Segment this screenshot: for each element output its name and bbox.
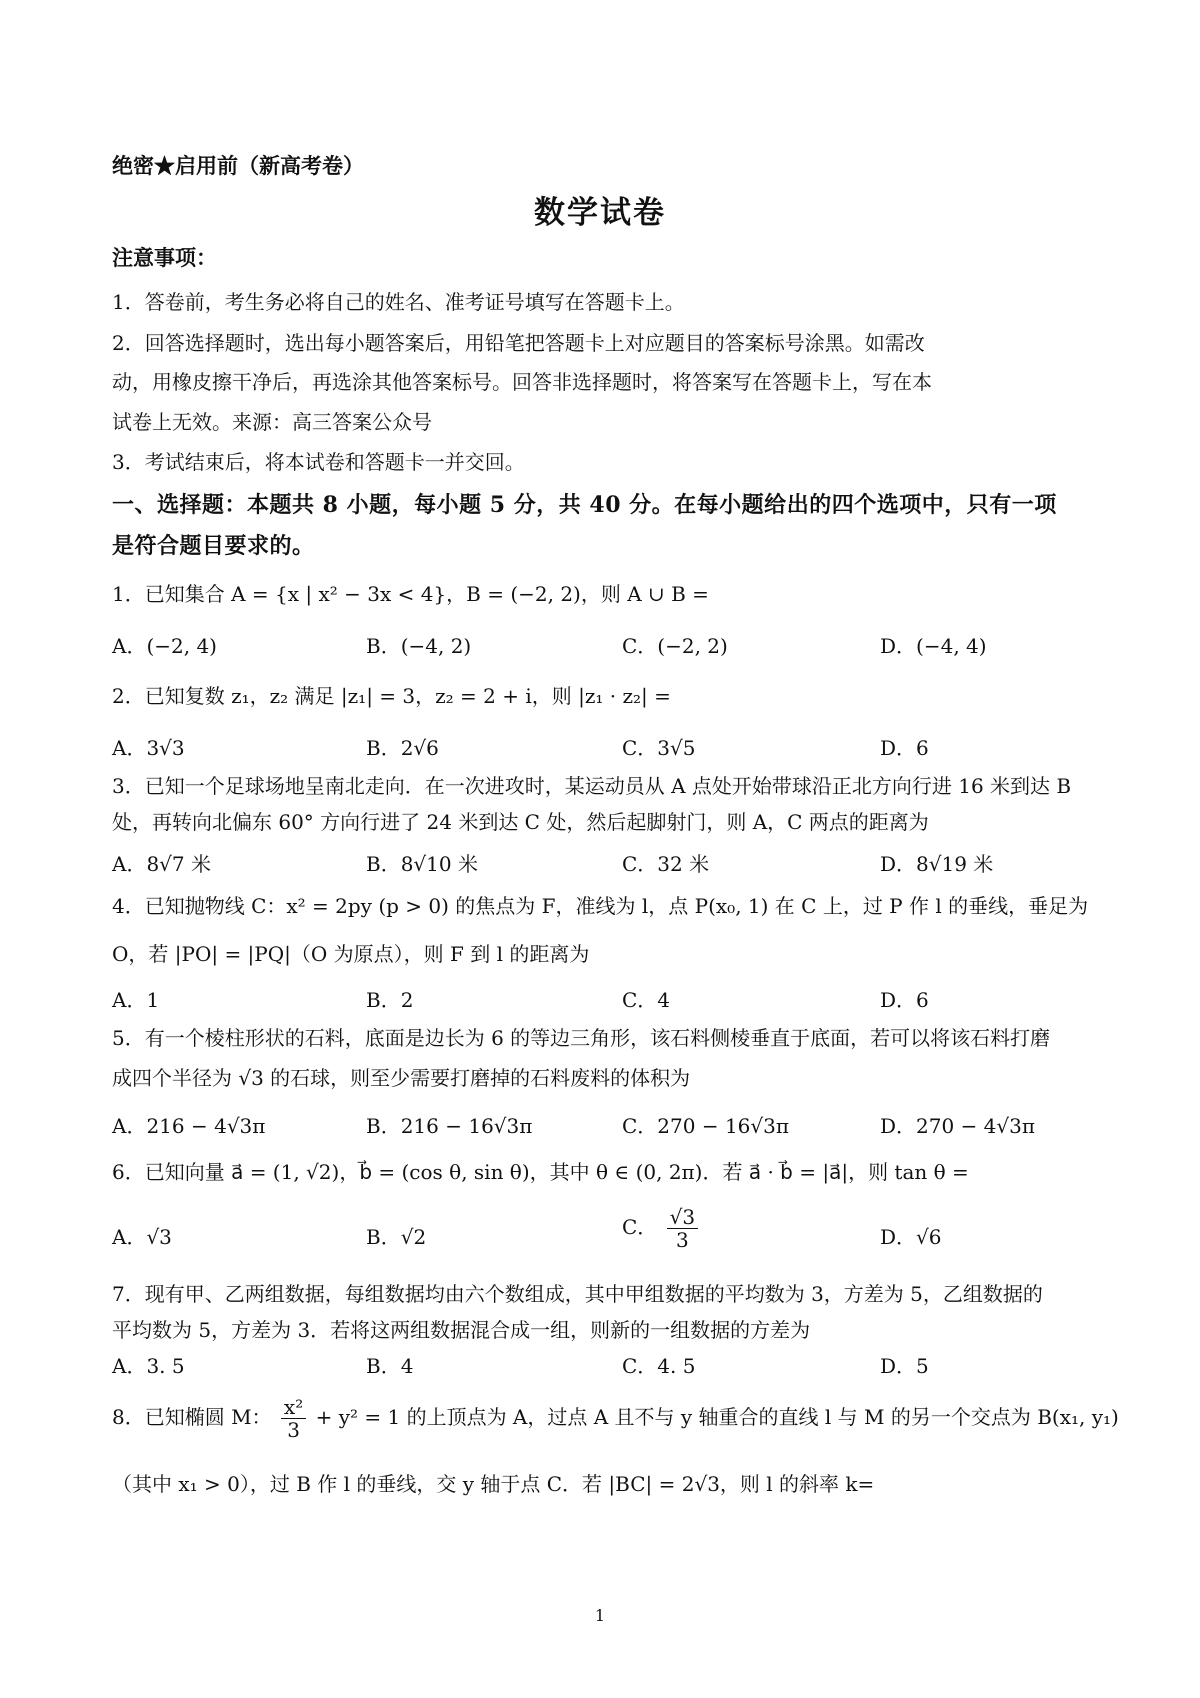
note-line: 动，用橡皮擦干净后，再选涂其他答案标号。回答非选择题时，将答案写在答题卡上，写在本 xyxy=(112,370,932,394)
question-7-stem: 7．现有甲、乙两组数据，每组数据均由六个数组成，其中甲组数据的平均数为 3，方差为 5，乙组数据的 xyxy=(112,1282,1043,1306)
fraction xyxy=(281,1396,306,1441)
question-4-stem: 4．已知抛物线 C：x² = 2py (p > 0) 的焦点为 F，准线为 l，点 P(x₀, 1) 在 C 上，过 P 作 l 的垂线，垂足为 xyxy=(112,894,1089,918)
note-line: 3．考试结束后，将本试卷和答题卡一并交回。 xyxy=(112,450,525,474)
question-7-option-d: D．5 xyxy=(880,1354,929,1378)
note-line: 试卷上无效。来源：高三答案公众号 xyxy=(112,410,432,434)
question-2-option-d: D．6 xyxy=(880,736,929,760)
question-2-stem: 2．已知复数 z₁，z₂ 满足 |z₁| = 3，z₂ = 2 + i，则 |z₁ · z₂| = xyxy=(112,684,671,708)
question-8-stem-cont: （其中 x₁ > 0），过 B 作 l 的垂线，交 y 轴于点 C．若 |BC| = 2√3，则 l 的斜率 k= xyxy=(112,1472,875,1496)
question-6-option-a: A．√3 xyxy=(112,1225,172,1249)
question-8-stem-pre: 8．已知椭圆 M： xyxy=(112,1405,272,1429)
question-3-option-c: C．32 米 xyxy=(622,852,710,876)
question-7-stem-cont: 平均数为 5，方差为 3．若将这两组数据混合成一组，则新的一组数据的方差为 xyxy=(112,1318,811,1342)
classified-label: 绝密★启用前（新高考卷） xyxy=(112,153,364,178)
option-label: C． xyxy=(622,1215,658,1239)
question-1-option-b: B．(−4, 2) xyxy=(366,634,472,658)
question-4-option-b: B．2 xyxy=(366,988,414,1012)
question-7-option-a: A．3. 5 xyxy=(112,1354,185,1378)
question-7-option-b: B．4 xyxy=(366,1354,414,1378)
question-1-option-a: A．(−2, 4) xyxy=(112,634,217,658)
question-4-option-a: A．1 xyxy=(112,988,160,1012)
question-5-stem-cont: 成四个半径为 √3 的石球，则至少需要打磨掉的石料废料的体积为 xyxy=(112,1066,691,1090)
question-5-stem: 5．有一个棱柱形状的石料，底面是边长为 6 的等边三角形，该石料侧棱垂直于底面，若可以将该石料打磨 xyxy=(112,1026,1051,1050)
question-3-stem: 3．已知一个足球场地呈南北走向．在一次进攻时，某运动员从 A 点处开始带球沿正北方向行进 16 米到达 B xyxy=(112,774,1072,798)
fraction xyxy=(667,1206,698,1251)
question-6-stem: 6．已知向量 a⃗ = (1, √2)，b⃗ = (cos θ, sin θ)，其中 θ ∈ (0, 2π)．若 a⃗ · b⃗ = |a⃗|，则 tan θ = xyxy=(112,1160,969,1184)
question-5-option-a: A．216 − 4√3π xyxy=(112,1114,266,1138)
question-3-option-a: A．8√7 米 xyxy=(112,852,211,876)
question-4-option-c: C．4 xyxy=(622,988,671,1012)
question-1-stem: 1．已知集合 A = {x | x² − 3x < 4}，B = (−2, 2)，则 A ∪ B = xyxy=(112,582,709,606)
fraction-denominator: 3 xyxy=(287,1418,300,1442)
question-1-option-d: D．(−4, 4) xyxy=(880,634,987,658)
question-8-stem-post: + y² = 1 的上顶点为 A，过点 A 且不与 y 轴重合的直线 l 与 M 的另一个交点为 B(x₁, y₁) xyxy=(315,1405,1119,1429)
question-3-option-b: B．8√10 米 xyxy=(366,852,478,876)
question-1-option-c: C．(−2, 2) xyxy=(622,634,728,658)
question-4-stem-cont: O，若 |PO| = |PQ|（O 为原点），则 F 到 l 的距离为 xyxy=(112,942,590,966)
question-2-option-a: A．3√3 xyxy=(112,736,185,760)
fraction-numerator: x² xyxy=(281,1396,306,1419)
question-4-option-d: D．6 xyxy=(880,988,929,1012)
fraction-numerator: √3 xyxy=(667,1206,698,1229)
page-number: 1 xyxy=(594,1606,606,1625)
question-5-option-c: C．270 − 16√3π xyxy=(622,1114,790,1138)
question-3-option-d: D．8√19 米 xyxy=(880,852,994,876)
question-3-stem-cont: 处，再转向北偏东 60° 方向行进了 24 米到达 C 处，然后起脚射门，则 A，C 两点的距离为 xyxy=(112,810,929,834)
question-2-option-c: C．3√5 xyxy=(622,736,696,760)
note-line: 1．答卷前，考生务必将自己的姓名、准考证号填写在答题卡上。 xyxy=(112,290,685,314)
section-heading: 一、选择题：本题共 8 小题，每小题 5 分，共 40 分。在每小题给出的四个选项中，只有一项 xyxy=(112,492,1057,518)
section-heading-cont: 是符合题目要求的。 xyxy=(112,533,315,559)
notes-heading: 注意事项： xyxy=(112,245,217,270)
question-7-option-c: C．4. 5 xyxy=(622,1354,696,1378)
fraction-denominator: 3 xyxy=(676,1228,689,1252)
note-line: 2．回答选择题时，选出每小题答案后，用铅笔把答题卡上对应题目的答案标号涂黑。如需改 xyxy=(112,331,925,355)
question-2-option-b: B．2√6 xyxy=(366,736,439,760)
question-5-option-b: B．216 − 16√3π xyxy=(366,1114,533,1138)
question-5-option-d: D．270 − 4√3π xyxy=(880,1114,1036,1138)
question-8-stem xyxy=(112,1396,1119,1441)
question-6-option-c xyxy=(622,1206,701,1251)
page-title: 数学试卷 xyxy=(534,195,666,231)
question-6-option-d: D．√6 xyxy=(880,1225,942,1249)
question-6-option-b: B．√2 xyxy=(366,1225,427,1249)
